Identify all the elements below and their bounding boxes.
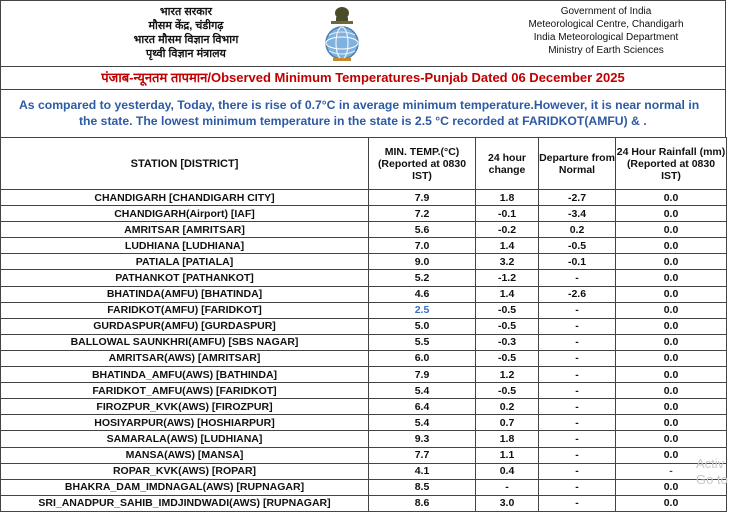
min-temp-cell: 7.9: [369, 190, 476, 206]
table-row: [1, 350, 727, 366]
col-change-line: change: [488, 163, 526, 176]
rainfall-cell: 0.0: [616, 399, 727, 415]
min-temp-cell: 4.1: [369, 463, 476, 479]
departure-cell: -: [539, 318, 616, 334]
station-cell: FARIDKOT(AMFU) [FARIDKOT]: [1, 302, 369, 318]
min-temp-cell: 4.6: [369, 286, 476, 302]
summary-line-2: the state. The lowest minimum temperature in the state is 2.5 °C recorded at FARIDKOT(AMFU) & .: [79, 114, 647, 128]
col-departure-line: Normal: [558, 163, 596, 176]
table-row: [1, 270, 727, 286]
table-row: [1, 334, 727, 350]
table-row: [1, 222, 727, 238]
change-cell: 1.4: [476, 286, 539, 302]
english-line: India Meteorological Department: [533, 32, 679, 43]
col-station: STATION [DISTRICT]: [1, 138, 369, 190]
departure-cell: -2.6: [539, 286, 616, 302]
col-departure: [539, 138, 616, 190]
hindi-line: भारत सरकार: [159, 6, 213, 18]
min-temp-cell: 7.7: [369, 447, 476, 463]
change-cell: 1.4: [476, 238, 539, 254]
station-cell: SAMARALA(AWS) [LUDHIANA]: [1, 431, 369, 447]
col-min-temp: [369, 138, 476, 190]
table-row: [1, 302, 727, 318]
rainfall-cell: 0.0: [616, 495, 727, 511]
rainfall-cell: 0.0: [616, 238, 727, 254]
change-cell: -0.3: [476, 334, 539, 350]
rainfall-cell: 0.0: [616, 270, 727, 286]
table-row: [1, 383, 727, 399]
english-line: Government of India: [560, 6, 652, 17]
station-cell: CHANDIGARH [CHANDIGARH CITY]: [1, 190, 369, 206]
table-row: [1, 254, 727, 270]
min-temp-cell: 8.5: [369, 479, 476, 495]
change-cell: 1.2: [476, 367, 539, 383]
rainfall-cell: 0.0: [616, 302, 727, 318]
departure-cell: -: [539, 399, 616, 415]
station-cell: LUDHIANA [LUDHIANA]: [1, 238, 369, 254]
english-org-name: [491, 5, 721, 57]
change-cell: -0.1: [476, 206, 539, 222]
min-temp-cell: 7.0: [369, 238, 476, 254]
station-cell: BHATINDA_AMFU(AWS) [BATHINDA]: [1, 367, 369, 383]
min-temp-cell: 5.4: [369, 415, 476, 431]
rainfall-cell: 0.0: [616, 286, 727, 302]
summary-line-1: As compared to yesterday, Today, there is rise of 0.7°C in average minimum temperature.However, it is near normal in: [19, 98, 700, 112]
departure-cell: -: [539, 431, 616, 447]
table-header-row: [1, 138, 727, 190]
departure-cell: -0.1: [539, 254, 616, 270]
table-row: [1, 479, 727, 495]
watermark-line: Activ: [696, 456, 725, 471]
watermark-line: Go to: [696, 472, 728, 487]
rainfall-cell: 0.0: [616, 479, 727, 495]
departure-cell: -: [539, 495, 616, 511]
rainfall-cell: 0.0: [616, 334, 727, 350]
temperature-table: [0, 137, 727, 512]
col-departure-line: Departure from: [539, 151, 615, 164]
station-cell: BALLOWAL SAUNKHRI(AMFU) [SBS NAGAR]: [1, 334, 369, 350]
min-temp-cell: 6.0: [369, 350, 476, 366]
table-row: [1, 431, 727, 447]
rainfall-cell: 0.0: [616, 367, 727, 383]
rainfall-cell: 0.0: [616, 383, 727, 399]
min-temp-cell: 5.2: [369, 270, 476, 286]
departure-cell: -0.5: [539, 238, 616, 254]
table-row: [1, 399, 727, 415]
departure-cell: -: [539, 350, 616, 366]
departure-cell: -: [539, 334, 616, 350]
change-cell: -0.5: [476, 302, 539, 318]
min-temp-cell: 8.6: [369, 495, 476, 511]
col-24h-change: [476, 138, 539, 190]
table-row: [1, 318, 727, 334]
imd-emblem-icon: [319, 5, 365, 63]
table-row: [1, 286, 727, 302]
station-cell: GURDASPUR(AMFU) [GURDASPUR]: [1, 318, 369, 334]
change-cell: -1.2: [476, 270, 539, 286]
station-cell: FIROZPUR_KVK(AWS) [FIROZPUR]: [1, 399, 369, 415]
departure-cell: 0.2: [539, 222, 616, 238]
english-line: Ministry of Earth Sciences: [548, 45, 664, 56]
departure-cell: -: [539, 302, 616, 318]
station-cell: CHANDIGARH(Airport) [IAF]: [1, 206, 369, 222]
change-cell: 0.7: [476, 415, 539, 431]
rainfall-cell: 0.0: [616, 431, 727, 447]
station-cell: BHATINDA(AMFU) [BHATINDA]: [1, 286, 369, 302]
col-rainfall: [616, 138, 727, 190]
min-temp-cell: 6.4: [369, 399, 476, 415]
station-cell: AMRITSAR [AMRITSAR]: [1, 222, 369, 238]
change-cell: 3.0: [476, 495, 539, 511]
col-change-line: 24 hour: [488, 151, 526, 164]
min-temp-cell: 9.0: [369, 254, 476, 270]
departure-cell: -: [539, 447, 616, 463]
letterhead: [0, 0, 726, 67]
change-cell: -0.5: [476, 383, 539, 399]
table-row: [1, 238, 727, 254]
min-temp-cell: 7.2: [369, 206, 476, 222]
departure-cell: -: [539, 367, 616, 383]
hindi-line: मौसम केंद्र, चंडीगढ़: [148, 20, 224, 32]
departure-cell: -: [539, 270, 616, 286]
change-cell: 1.8: [476, 431, 539, 447]
station-cell: FARIDKOT_AMFU(AWS) [FARIDKOT]: [1, 383, 369, 399]
station-cell: ROPAR_KVK(AWS) [ROPAR]: [1, 463, 369, 479]
col-rain-line: (Reported at 0830 IST): [626, 157, 716, 182]
min-temp-cell: 2.5: [369, 302, 476, 318]
col-min-temp-line: (Reported at 0830 IST): [377, 157, 467, 182]
rainfall-cell: 0.0: [616, 254, 727, 270]
change-cell: 0.4: [476, 463, 539, 479]
table-row: [1, 367, 727, 383]
english-line: Meteorological Centre, Chandigarh: [528, 19, 684, 30]
departure-cell: -: [539, 383, 616, 399]
table-row: [1, 415, 727, 431]
hindi-line: पृथ्वी विज्ञान मंत्रालय: [146, 48, 226, 60]
station-cell: MANSA(AWS) [MANSA]: [1, 447, 369, 463]
departure-cell: -: [539, 415, 616, 431]
hindi-org-name: [101, 5, 271, 61]
table-row: [1, 206, 727, 222]
change-cell: 3.2: [476, 254, 539, 270]
change-cell: 0.2: [476, 399, 539, 415]
col-rain-line: 24 Hour Rainfall (mm): [616, 145, 726, 158]
rainfall-cell: 0.0: [616, 318, 727, 334]
min-temp-cell: 9.3: [369, 431, 476, 447]
table-row: [1, 495, 727, 511]
table-body: [1, 190, 727, 512]
min-temp-cell: 5.4: [369, 383, 476, 399]
station-cell: BHAKRA_DAM_IMDNAGAL(AWS) [RUPNAGAR]: [1, 479, 369, 495]
rainfall-cell: 0.0: [616, 190, 727, 206]
station-cell: HOSIYARPUR(AWS) [HOSHIARPUR]: [1, 415, 369, 431]
station-cell: AMRITSAR(AWS) [AMRITSAR]: [1, 350, 369, 366]
table-row: [1, 190, 727, 206]
departure-cell: -: [539, 479, 616, 495]
activation-watermark: [696, 456, 728, 488]
station-cell: SRI_ANADPUR_SAHIB_IMDJINDWADI(AWS) [RUPNAGAR]: [1, 495, 369, 511]
change-cell: 1.1: [476, 447, 539, 463]
departure-cell: -3.4: [539, 206, 616, 222]
min-temp-cell: 5.6: [369, 222, 476, 238]
min-temp-cell: 5.5: [369, 334, 476, 350]
change-cell: 1.8: [476, 190, 539, 206]
change-cell: -0.5: [476, 318, 539, 334]
station-cell: PATIALA [PATIALA]: [1, 254, 369, 270]
hindi-line: भारत मौसम विज्ञान विभाग: [133, 34, 239, 46]
rainfall-cell: 0.0: [616, 350, 727, 366]
departure-cell: -: [539, 463, 616, 479]
change-cell: -0.5: [476, 350, 539, 366]
rainfall-cell: 0.0: [616, 415, 727, 431]
change-cell: -: [476, 479, 539, 495]
rainfall-cell: -: [616, 463, 727, 479]
change-cell: -0.2: [476, 222, 539, 238]
rainfall-cell: 0.0: [616, 447, 727, 463]
min-temp-cell: 7.9: [369, 367, 476, 383]
table-row: [1, 463, 727, 479]
rainfall-cell: 0.0: [616, 222, 727, 238]
report-title: पंजाब-न्यूनतम तापमान/Observed Minimum Temperatures-Punjab Dated 06 December 2025: [0, 66, 726, 90]
summary-text: [0, 89, 726, 137]
table-row: [1, 447, 727, 463]
rainfall-cell: 0.0: [616, 206, 727, 222]
station-cell: PATHANKOT [PATHANKOT]: [1, 270, 369, 286]
col-min-temp-line: MIN. TEMP.(°C): [384, 145, 460, 158]
min-temp-cell: 5.0: [369, 318, 476, 334]
departure-cell: -2.7: [539, 190, 616, 206]
